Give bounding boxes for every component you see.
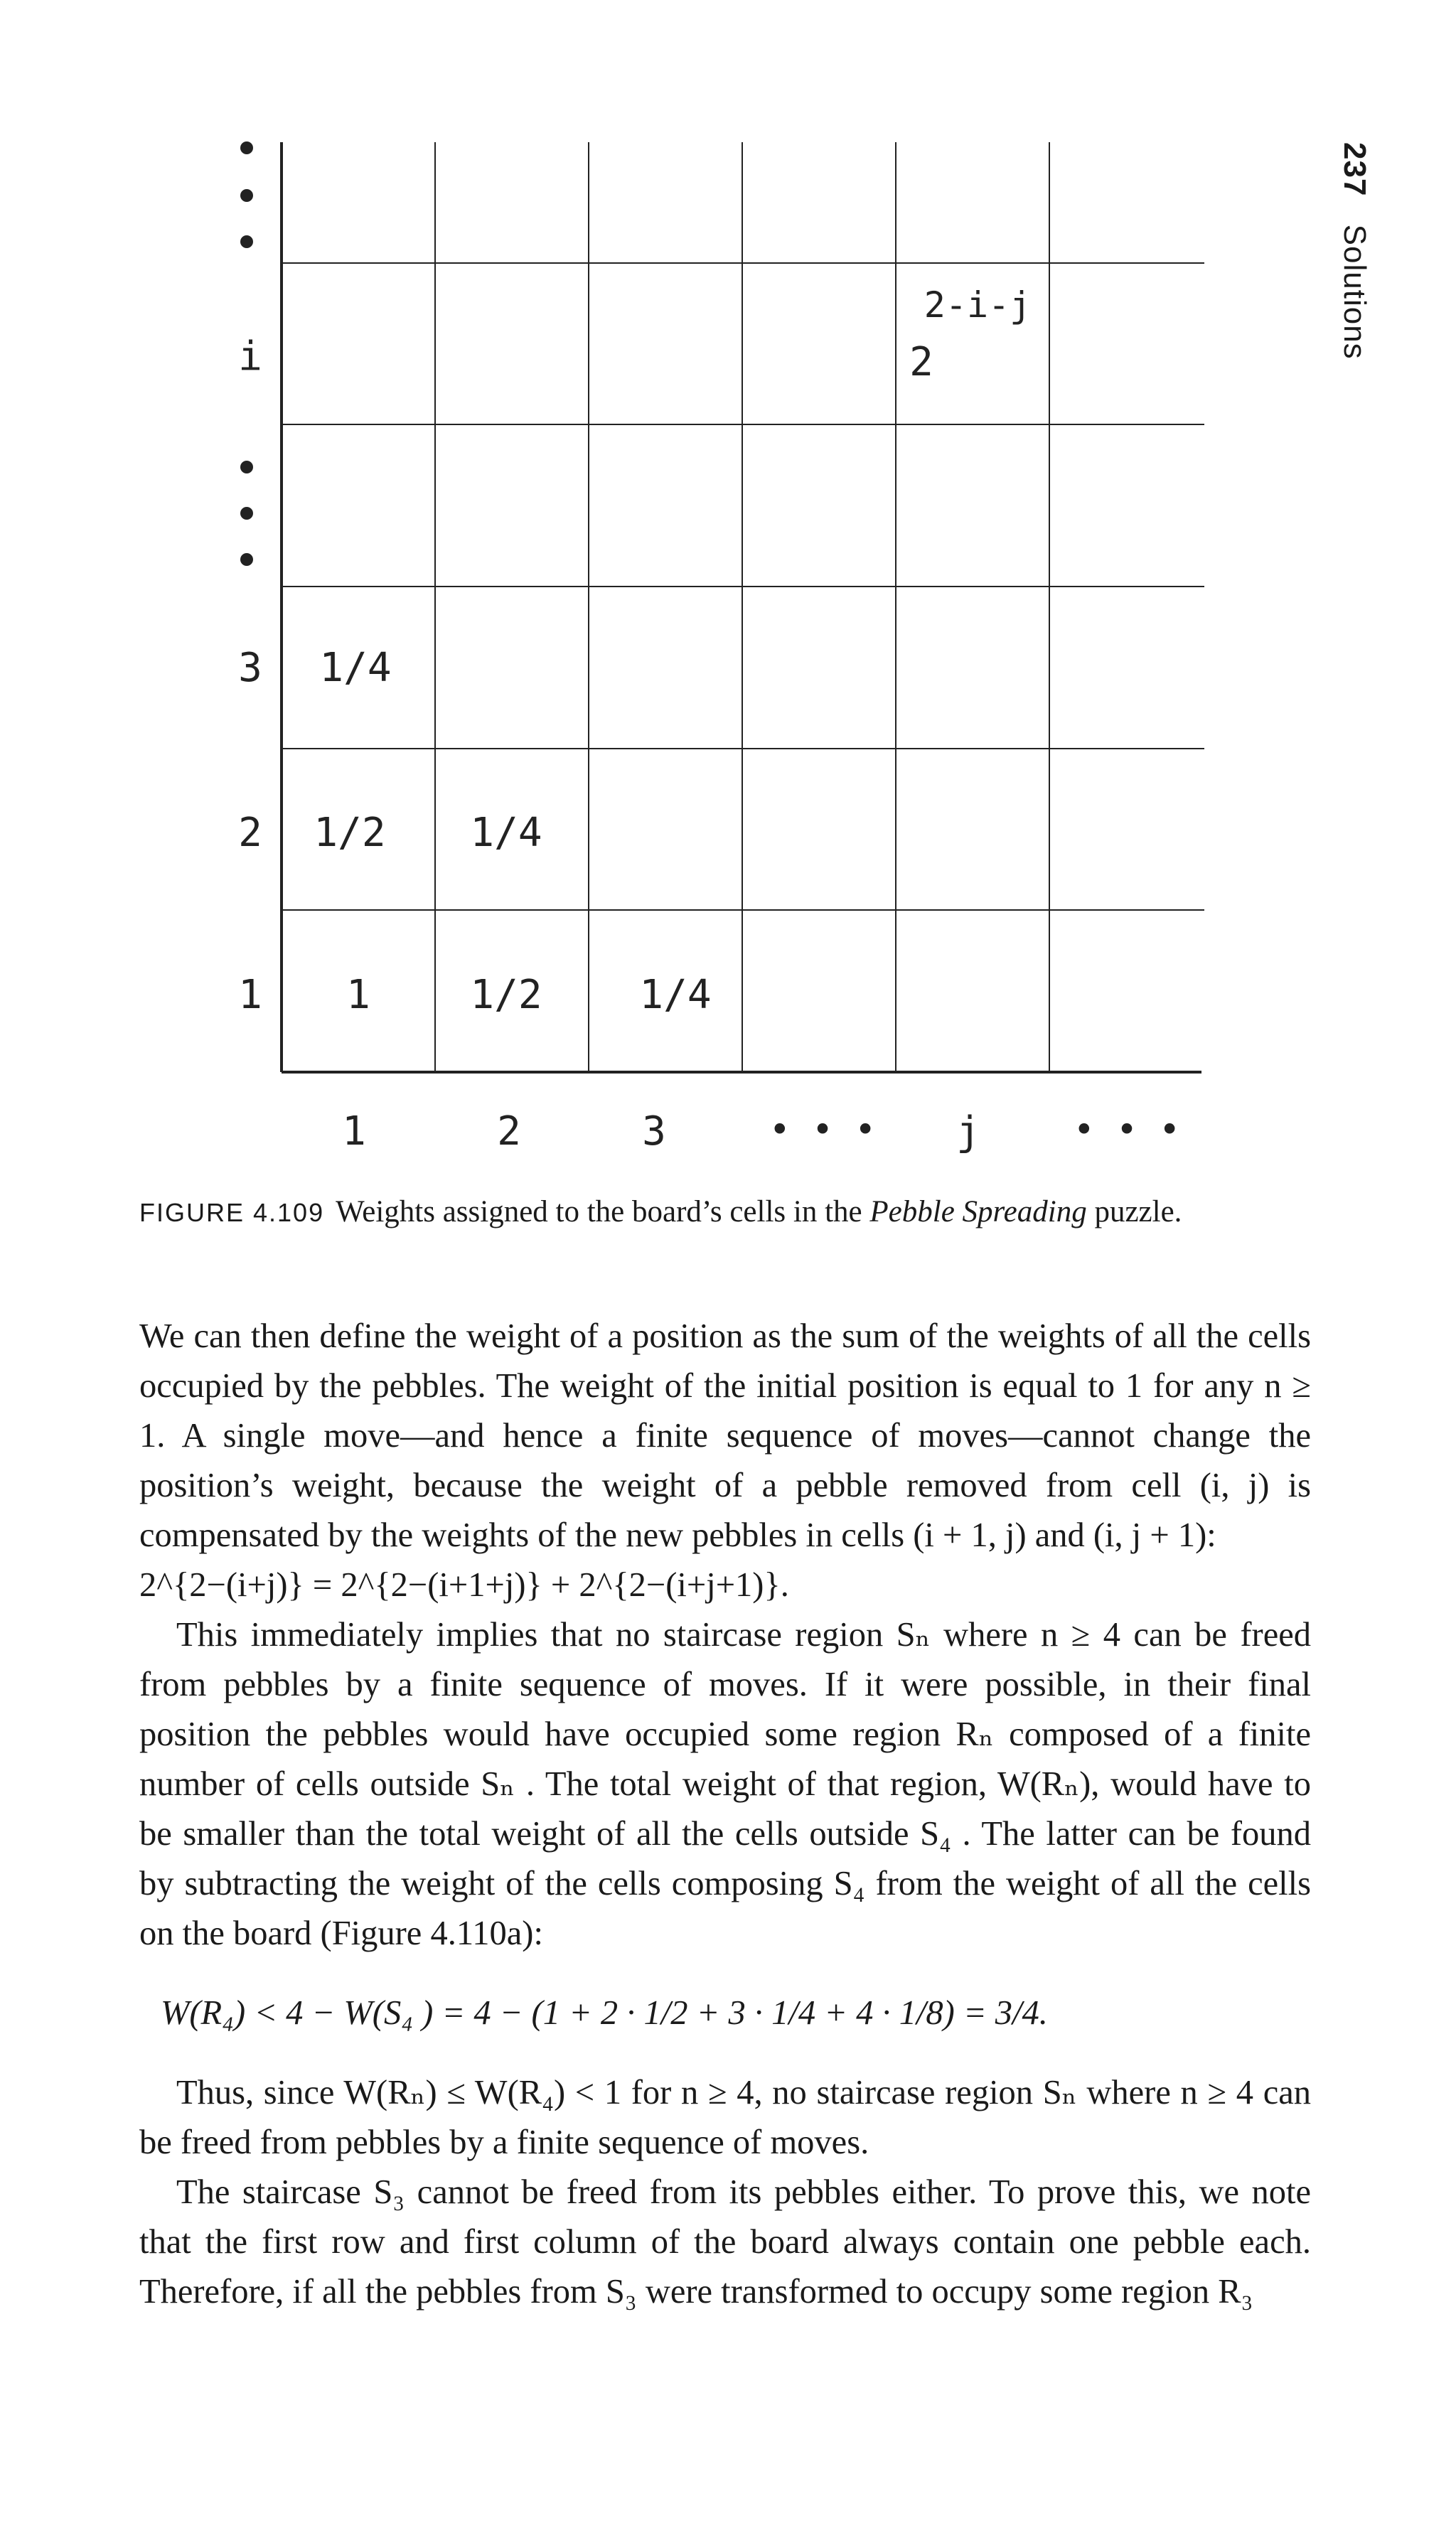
grid-lines [282,142,1204,1072]
figure-caption [139,1194,1348,1229]
body-text [139,1312,1311,2317]
cell-r2c1: 1/2 [314,810,386,856]
cell-r1c3: 1/4 [639,972,712,1018]
cell-r1c2: 1/2 [470,972,542,1018]
paragraph-1-formula: 2^{2−(i+j)} = 2^{2−(i+1+j)} + 2^{2−(i+j+1)}. [139,1566,789,1604]
section-title: Solutions [1337,224,1372,360]
col-label-1: 1 [342,1108,366,1155]
figure-label: FIGURE 4.109 [139,1198,325,1227]
cell-r2c2: 1/4 [470,810,542,856]
vertical-ellipsis-top [240,141,253,248]
caption-puzzle-name: Pebble Spreading [869,1195,1087,1228]
paragraph-4: The staircase S₃ cannot be freed from its pebbles either. To prove this, we note that the first row and first column of the board always contain one pebble each. Therefore, if all the pebbles from S₃ were transformed to occupy some region R₃ [139,2173,1311,2311]
row-label-2: 2 [238,810,262,856]
paragraph-1 [139,1312,1311,1610]
weight-equation: W(R₄) < 4 − W(S₄ ) = 4 − (1 + 2 · 1/2 + 3 · 1/4 + 4 · 1/8) = 3/4. [161,1994,1048,2032]
paragraph-2: This immediately implies that no staircase region Sₙ where n ≥ 4 can be freed from pebbles by a finite sequence of moves. If it were possible, in their final position the pebbles would have occupied some region Rₙ composed of a finite number of cells outside Sₙ . The total weight of that region, W(Rₙ), would have to be smaller than the total weight of all the cells outside S₄ . The latter can be found by subtracting the weight of the cells composing S₄ from the weight of all the cells on the board (Figure 4.110a): [139,1616,1311,1952]
row-label-3: 3 [238,645,262,691]
cell-r1c1: 1 [346,972,370,1018]
row-label-i: i [238,333,262,380]
col-label-2: 2 [497,1108,521,1155]
board-weights-figure [0,0,1456,1209]
paragraph-3: Thus, since W(Rₙ) ≤ W(R₄) < 1 for n ≥ 4, no staircase region Sₙ where n ≥ 4 can be freed from pebbles by a finite sequence of moves. [139,2074,1311,2161]
col-label-3: 3 [642,1108,666,1155]
cell-rici-base: 2 [909,339,933,385]
col-ellipsis-2: • • • [1073,1109,1181,1150]
page-number: 237 [1337,142,1372,197]
caption-text-2: puzzle. [1086,1195,1182,1228]
caption-text-1: Weights assigned to the board’s cells in the [336,1195,870,1228]
paragraph-1-text: We can then define the weight of a position as the sum of the weights of all the cells occupied by the pebbles. The weight of the initial position is equal to 1 for any n ≥ 1. A single move—and hence a finite sequence of moves—cannot change the position’s weight, because the weight of a pebble removed from cell (i, j) is compensated by the weights of the new pebbles in cells (i + 1, j) and (i, j + 1): [139,1317,1311,1554]
vertical-ellipsis-middle [240,461,253,566]
col-ellipsis-1: • • • [769,1109,877,1150]
cell-rici-exponent: 2-i-j [924,284,1032,326]
col-label-j: j [956,1108,980,1155]
row-label-1: 1 [238,972,262,1018]
cell-r3c1: 1/4 [319,645,392,691]
